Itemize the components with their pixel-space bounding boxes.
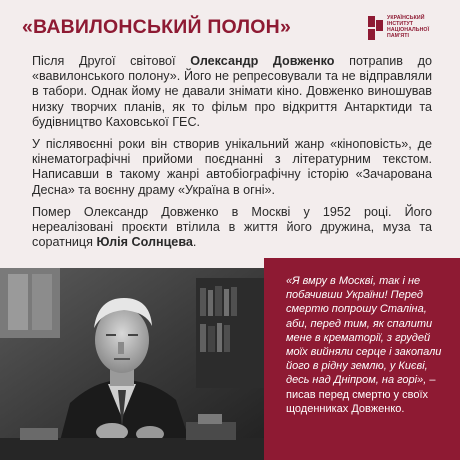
institute-logo-icon	[368, 16, 384, 42]
bold-name: Олександр Довженко	[190, 54, 335, 68]
logo-text	[387, 15, 439, 39]
portrait-photo	[0, 268, 283, 460]
quote-text	[286, 274, 448, 416]
quote-italic: «Я вмру в Москві, так і не побачивши України! Перед смертю попрошу Сталіна, аби, перед тим, як спалити мене в крематорії, з грудей моїх вийняли серце і закопали його в рідну землю, у Києві, десь над Дніпром, на горі»,	[286, 275, 442, 387]
text-run: Помер Олександр Довженко в Москві у 1952 році. Його нереалізовані проєкти втілила в життя його дружина, муза та соратниця	[32, 204, 432, 250]
quote-panel	[264, 258, 460, 460]
logo-line: ІНСТИТУТ	[387, 21, 414, 28]
portrait-illustration	[0, 268, 283, 460]
paragraph-3	[32, 205, 432, 251]
logo-line: ПАМ'ЯТІ	[387, 33, 410, 40]
paragraph-1	[32, 54, 432, 130]
text-run: потрапив до «вавилонського полону». Його не репресовували та не відправляли в табори. Однак йому не давали знімати кіно. Довженко виношував низку творчих планів, як то фільм про відкриття Антарктиди та будівництво Каховської ГЕС.	[32, 54, 432, 129]
institute-logo	[368, 14, 438, 44]
text-run: .	[192, 235, 197, 250]
text-run: Після Другої світової	[32, 54, 191, 68]
quote-attribution: – писав перед смертю у своїх щоденниках Довженко.	[286, 374, 436, 415]
logo-line: УКРАЇНСЬКИЙ	[387, 15, 425, 21]
logo-line: НАЦІОНАЛЬНОЇ	[387, 27, 430, 34]
article-body	[32, 54, 432, 257]
text-run: У післявоєнні роки він створив унікальний жанр «кіноповість», де кінематографічні прийоми поєднанні з літературним текстом. Написавши в такому жанрі автобіографічну історію «Зачарована Десна» та воєнну драму «Україна в огні».	[32, 137, 432, 197]
bold-name: Юлія Солнцева	[96, 235, 193, 250]
header	[22, 14, 438, 48]
paragraph-2	[32, 137, 432, 198]
page-title: «ВАВИЛОНСЬКИЙ ПОЛОН»	[22, 16, 291, 38]
